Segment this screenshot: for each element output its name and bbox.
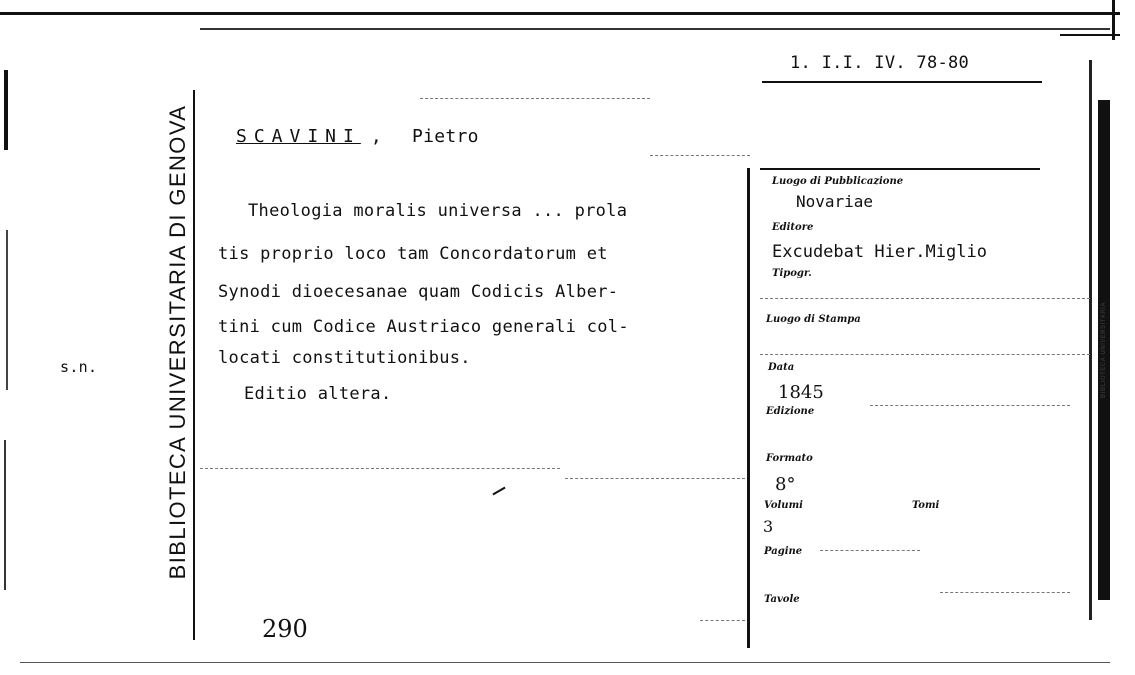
formato-value: 8°: [775, 474, 796, 495]
left-scan-edge-3: [4, 440, 6, 590]
pagine-label: Pagine: [764, 546, 803, 557]
edition-note: Editio altera.: [244, 384, 392, 404]
title-line: Synodi dioecesanae quam Codicis Alber-: [218, 282, 619, 302]
scan-dash: [200, 468, 560, 469]
field-box-left-rule: [747, 168, 750, 648]
scan-dash: [650, 155, 750, 156]
tomi-label: Tomi: [912, 500, 940, 511]
stamp-rule: [193, 90, 195, 640]
edizione-label: Edizione: [766, 406, 815, 417]
shelfmark-underline: [762, 81, 1042, 83]
field-divider: [940, 592, 1070, 593]
title-line: tini cum Codice Austriaco generali col-: [218, 317, 629, 337]
luogo-stampa-label: Luogo di Stampa: [766, 314, 861, 325]
pen-mark: [492, 487, 505, 496]
right-scan-edge: [1112, 0, 1115, 40]
title-line: Theologia moralis universa ... prola: [248, 201, 628, 221]
author-separator: ,: [370, 126, 382, 147]
luogo-label: Luogo di Pubblicazione: [772, 176, 904, 187]
tipografo-label: Tipogr.: [772, 268, 812, 279]
field-divider: [760, 354, 1090, 355]
side-stamp: BIBLIOTECA UNIVERSITARIA: [1101, 301, 1107, 399]
handwritten-number: 290: [262, 615, 308, 643]
right-card-edge: [1089, 60, 1092, 620]
volumi-value: 3: [763, 517, 774, 536]
margin-note: s.n.: [60, 358, 98, 376]
title-line: locati constitutionibus.: [218, 348, 471, 368]
field-divider: [760, 298, 1090, 299]
volumi-label: Volumi: [764, 500, 803, 511]
top-scan-border: [0, 12, 1120, 15]
top-scan-border-3: [1060, 34, 1120, 36]
scan-dash: [420, 98, 650, 99]
data-value: 1845: [778, 382, 824, 403]
editore-label: Editore: [772, 222, 814, 233]
field-divider: [870, 405, 1070, 406]
field-divider: [700, 620, 745, 621]
left-scan-edge: [4, 70, 8, 150]
formato-label: Formato: [766, 453, 813, 464]
author-given-name: Pietro: [412, 126, 479, 147]
author-heading: [236, 126, 479, 147]
top-scan-border-2: [200, 28, 1110, 30]
field-box-top-rule: [760, 168, 1040, 170]
library-stamp: BIBLIOTECA UNIVERSITARIA DI GENOVA: [165, 104, 190, 580]
field-divider: [820, 550, 920, 551]
editore-value: Excudebat Hier.Miglio: [772, 242, 987, 262]
shelfmark: 1. I.I. IV. 78-80: [790, 53, 970, 73]
data-label: Data: [768, 362, 795, 373]
bottom-scan-border: [20, 662, 1110, 663]
scan-dash: [565, 478, 745, 479]
left-scan-edge-2: [6, 230, 8, 390]
luogo-value: Novariae: [796, 192, 874, 211]
title-line: tis proprio loco tam Concordatorum et: [218, 244, 608, 264]
tavole-label: Tavole: [764, 594, 800, 605]
author-surname: SCAVINI: [236, 126, 361, 147]
